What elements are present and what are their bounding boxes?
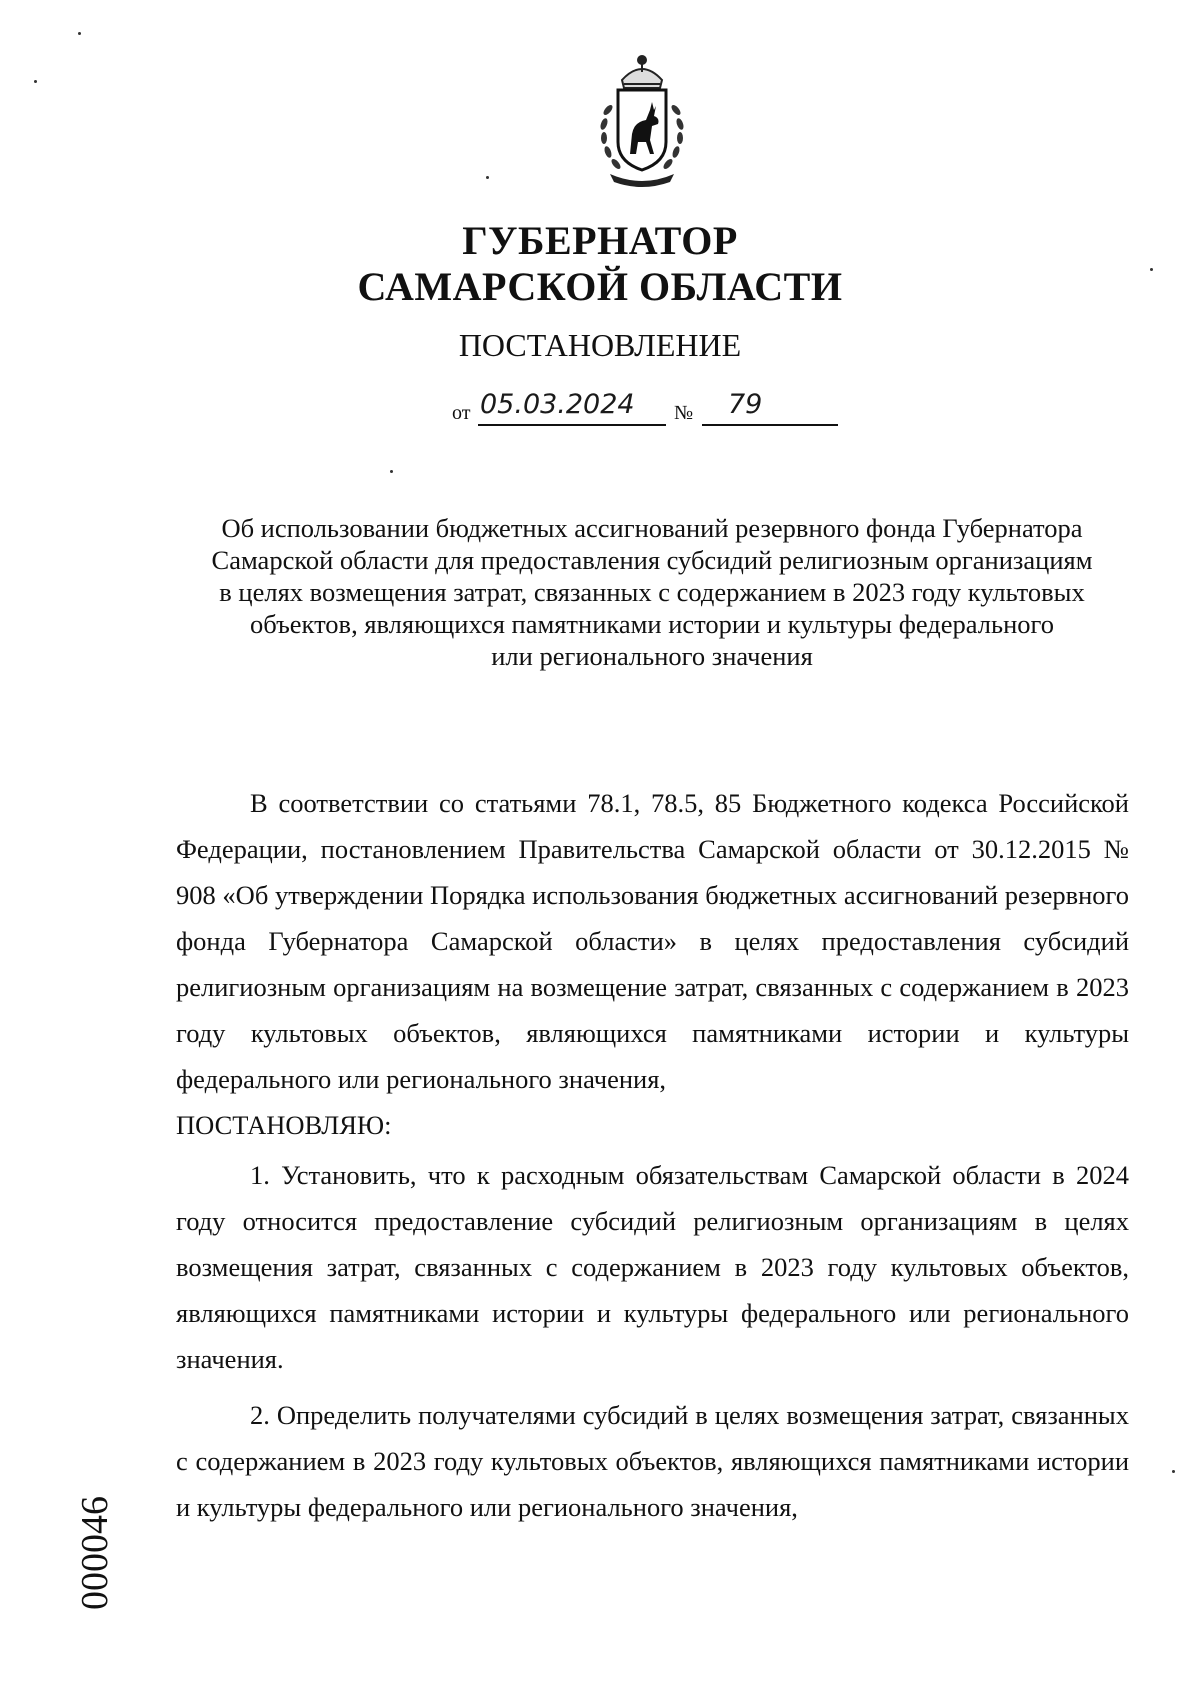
item-1-paragraph: 1. Установить, что к расходным обязательствам Самарской области в 2024 году относится предоставление субсидий религиозным организациям в целях возмещения затрат, связанных с содержанием в 2023 году культовых объектов, являющихся памятниками истории и культуры федерального или регионального значения. — [176, 1160, 1129, 1374]
number-underline — [702, 424, 838, 426]
scan-speck — [1172, 1470, 1175, 1473]
document-subject — [160, 512, 1144, 672]
samara-coat-of-arms-icon — [580, 50, 704, 190]
subject-line: или регионального значения — [491, 641, 813, 671]
margin-stamp-number: 000046 — [74, 1496, 116, 1610]
item-2-paragraph: 2. Определить получателями субсидий в целях возмещения затрат, связанных с содержанием в 2023 году культовых объектов, являющихся памятниками истории и культуры федерального или регионального значения, — [176, 1400, 1129, 1522]
document-type-heading: ПОСТАНОВЛЕНИЕ — [458, 327, 742, 363]
scan-speck — [1150, 268, 1153, 271]
date-underline — [478, 424, 666, 426]
handwritten-number: 79 — [728, 389, 763, 420]
subject-line: Самарской области для предоставления субсидий религиозным организациям — [211, 545, 1093, 575]
document-body — [176, 780, 1129, 1530]
preamble-paragraph: В соответствии со статьями 78.1, 78.5, 85 Бюджетного кодекса Российской Федерации, постановлением Правительства Самарской области от 30.12.2015 № 908 «Об утверждении Порядка использования бюджетных ассигнований резервного фонда Губернатора Самарской области» в целях предоставления субсидий религиозным организациям на возмещение затрат, связанных с содержанием в 2023 году культовых объектов, являющихся памятниками истории и культуры федерального или регионального значения, — [176, 788, 1129, 1094]
registration-line — [452, 388, 852, 428]
subject-line: Об использовании бюджетных ассигнований резервного фонда Губернатора — [221, 513, 1083, 543]
number-prefix-label: № — [674, 402, 694, 424]
scan-speck — [34, 80, 37, 83]
organization-title-line2: САМАРСКОЙ ОБЛАСТИ — [357, 264, 843, 309]
scan-speck — [78, 32, 81, 35]
subject-line: в целях возмещения затрат, связанных с содержанием в 2023 году культовых — [219, 577, 1085, 607]
scan-speck — [486, 176, 489, 179]
scan-speck — [390, 470, 393, 473]
organization-title-line1: ГУБЕРНАТОР — [462, 218, 738, 263]
handwritten-date: 05.03.2024 — [480, 389, 635, 420]
decree-word: ПОСТАНОВЛЯЮ: — [176, 1110, 392, 1140]
subject-line: объектов, являющихся памятниками истории и культуры федерального — [250, 609, 1054, 639]
date-prefix-label: от — [452, 402, 471, 424]
